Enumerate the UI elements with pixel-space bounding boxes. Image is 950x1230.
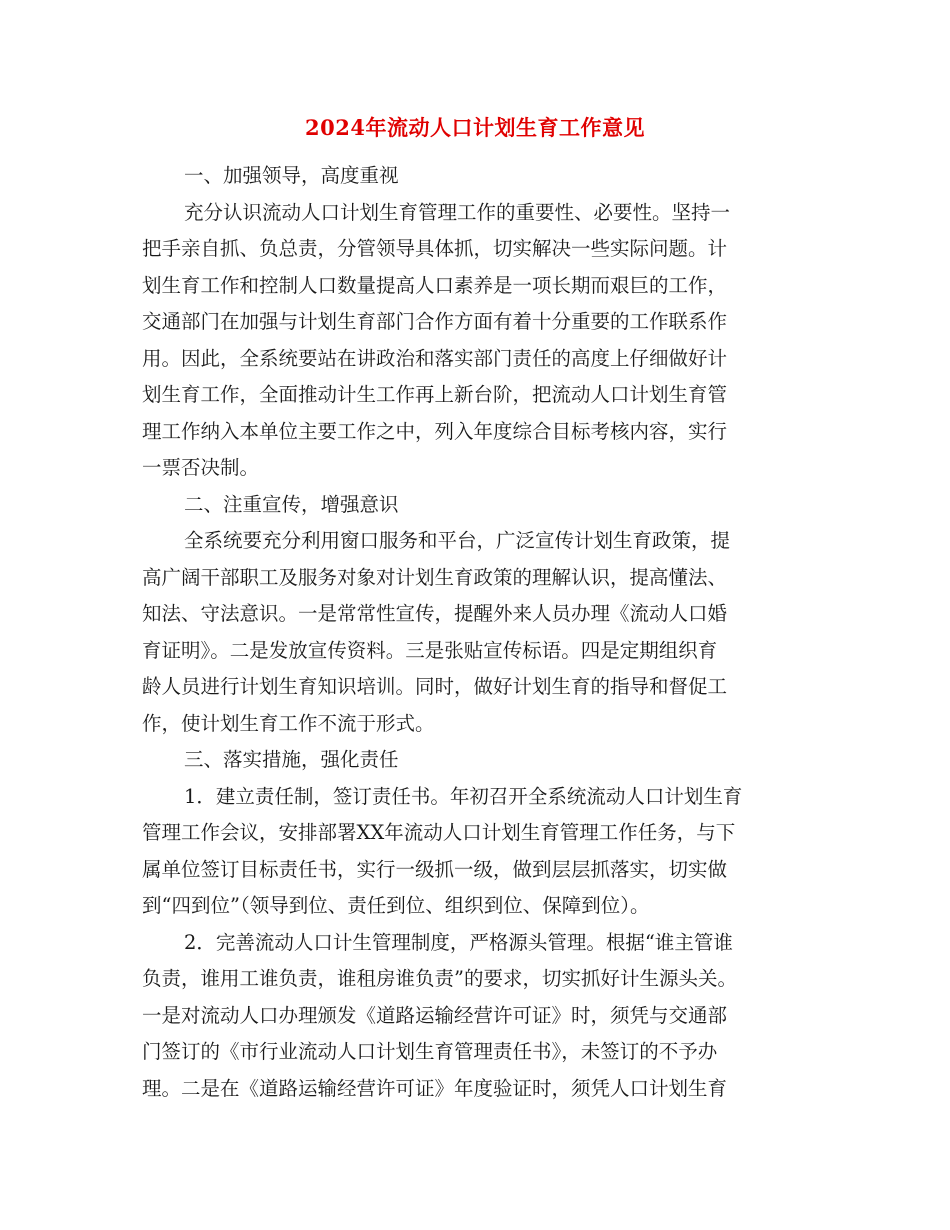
paragraph-line: 理工作纳入本单位主要工作之中，列入年度综合目标考核内容，实行	[142, 419, 728, 443]
paragraph-line: 1．建立责任制，签订责任书。年初召开全系统流动人口计划生育	[184, 784, 743, 808]
paragraph-line: 划生育工作和控制人口数量提高人口素养是一项长期而艰巨的工作，	[142, 273, 728, 297]
paragraph-line: 划生育工作，全面推动计生工作再上新台阶，把流动人口计划生育管	[142, 383, 728, 406]
paragraph-line: 到“四到位”（领导到位、责任到位、组织到位、保障到位）。	[142, 894, 650, 917]
paragraph-line: 属单位签订目标责任书，实行一级抓一级，做到层层抓落实，切实做	[142, 857, 728, 881]
paragraph-line: 一票否决制。	[142, 456, 260, 479]
paragraph-line: 一是对流动人口办理颁发《道路运输经营许可证》时，须凭与交通部	[142, 1003, 728, 1027]
paragraph-line: 把手亲自抓、负总责，分管领导具体抓，切实解决一些实际问题。计	[142, 237, 728, 260]
paragraph-line: 负责，谁用工谁负责，谁租房谁负责”的要求，切实抓好计生源头关。	[142, 967, 737, 990]
paragraph-line: 理。二是在《道路运输经营许可证》年度验证时，须凭人口计划生育	[142, 1076, 728, 1100]
paragraph-line: 用。因此，全系统要站在讲政治和落实部门责任的高度上仔细做好计	[142, 346, 728, 370]
paragraph-line: 作，使计划生育工作不流于形式。	[142, 711, 435, 735]
paragraph-line: 管理工作会议，安排部署XX年流动人口计划生育管理工作任务，与下	[142, 821, 736, 844]
paragraph-line: 育证明》。二是发放宣传资料。三是张贴宣传标语。四是定期组织育	[142, 638, 718, 662]
section-heading-2: 二、注重宣传，增强意识	[184, 492, 399, 516]
section-heading-1: 一、加强领导，高度重视	[184, 164, 399, 187]
paragraph-line: 龄人员进行计划生育知识培训。同时，做好计划生育的指导和督促工	[142, 675, 728, 698]
paragraph-line: 交通部门在加强与计划生育部门合作方面有着十分重要的工作联系作	[142, 310, 728, 333]
section-heading-3: 三、落实措施，强化责任	[184, 748, 399, 771]
paragraph-line: 高广阔干部职工及服务对象对计划生育政策的理解认识，提高懂法、	[142, 565, 728, 589]
paragraph-line: 全系统要充分利用窗口服务和平台，广泛宣传计划生育政策，提	[184, 529, 731, 552]
paragraph-line: 2．完善流动人口计生管理制度，严格源头管理。根据“谁主管谁	[184, 930, 733, 954]
document-page	[142, 112, 808, 1107]
paragraph-line: 知法、守法意识。一是常常性宣传，提醒外来人员办理《流动人口婚	[142, 602, 728, 625]
paragraph-line: 门签订的《市行业流动人口计划生育管理责任书》，未签订的不予办	[142, 1040, 718, 1063]
document-title: 2024年流动人口计划生育工作意见	[305, 115, 645, 140]
paragraph-line: 充分认识流动人口计划生育管理工作的重要性、必要性。坚持一	[184, 200, 731, 224]
